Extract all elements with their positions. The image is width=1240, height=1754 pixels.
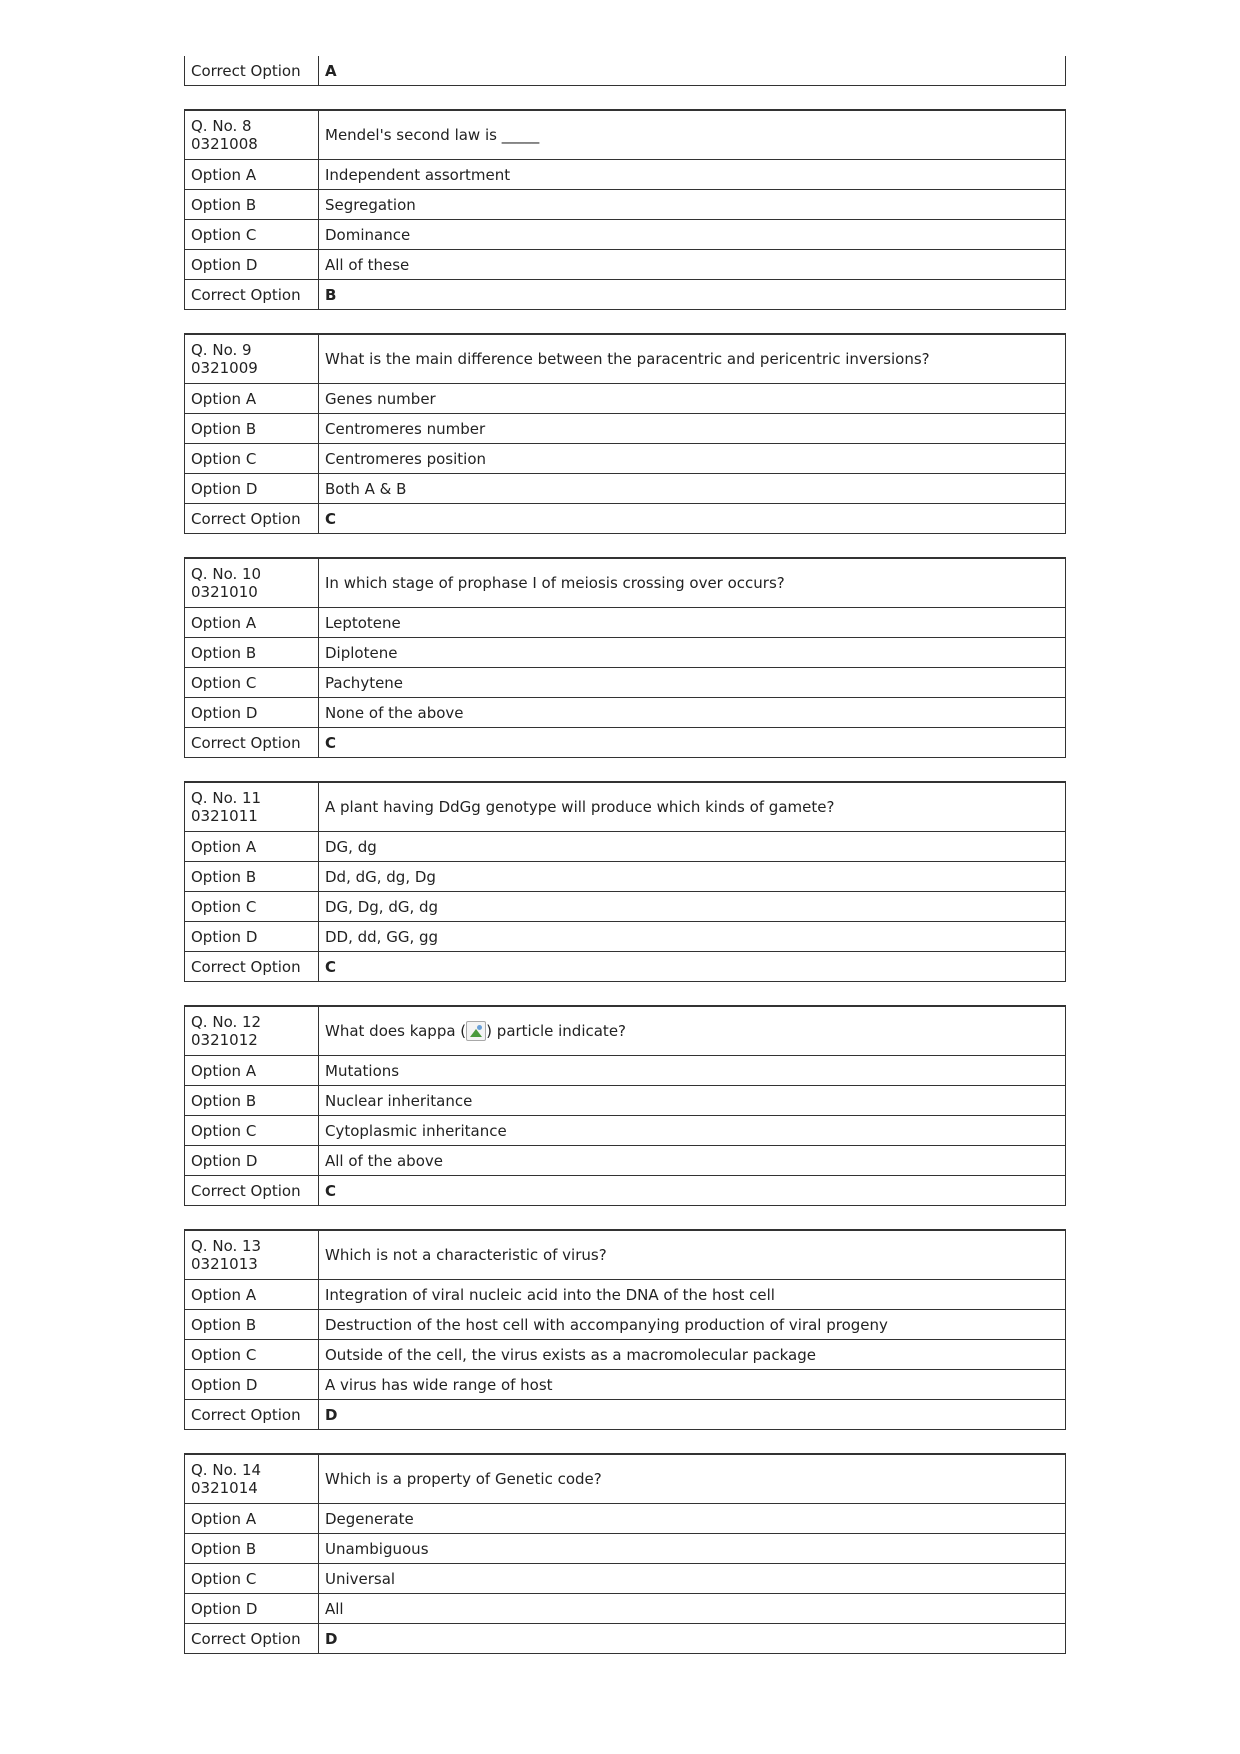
question-text: Mendel's second law is _____ <box>319 110 1066 160</box>
option-a-row <box>185 160 1066 190</box>
option-b-label: Option B <box>185 1086 319 1116</box>
option-c-row <box>185 892 1066 922</box>
correct-option-value: B <box>319 280 1066 310</box>
option-d-label: Option D <box>185 922 319 952</box>
correct-option-row <box>185 56 1066 86</box>
option-a-label: Option A <box>185 1280 319 1310</box>
broken-image-icon <box>466 1021 486 1041</box>
option-c-text: DG, Dg, dG, dg <box>319 892 1066 922</box>
question-row <box>185 110 1066 160</box>
correct-option-label: Correct Option <box>185 1176 319 1206</box>
option-a-label: Option A <box>185 1056 319 1086</box>
option-d-text: A virus has wide range of host <box>319 1370 1066 1400</box>
question-number-cell <box>185 558 319 608</box>
option-a-text: Mutations <box>319 1056 1066 1086</box>
option-b-row <box>185 1310 1066 1340</box>
option-d-label: Option D <box>185 250 319 280</box>
option-d-row <box>185 698 1066 728</box>
question-text-before: What does kappa ( <box>325 1022 467 1040</box>
correct-option-value: C <box>319 728 1066 758</box>
question-number-cell <box>185 1230 319 1280</box>
option-a-label: Option A <box>185 832 319 862</box>
option-c-label: Option C <box>185 220 319 250</box>
correct-option-value: C <box>319 1176 1066 1206</box>
correct-option-row <box>185 1624 1066 1654</box>
question-code: 0321008 <box>191 135 258 153</box>
question-block-9 <box>184 333 1066 534</box>
correct-option-row <box>185 280 1066 310</box>
question-row <box>185 1006 1066 1056</box>
correct-option-label: Correct Option <box>185 728 319 758</box>
question-block-7-tail <box>184 56 1066 86</box>
option-a-text: Degenerate <box>319 1504 1066 1534</box>
correct-option-row <box>185 728 1066 758</box>
option-d-row <box>185 1594 1066 1624</box>
option-c-text: Universal <box>319 1564 1066 1594</box>
option-c-text: Outside of the cell, the virus exists as a macromolecular package <box>319 1340 1066 1370</box>
option-d-text: All of the above <box>319 1146 1066 1176</box>
option-c-text: Pachytene <box>319 668 1066 698</box>
option-d-row <box>185 250 1066 280</box>
option-c-row <box>185 444 1066 474</box>
option-d-text: None of the above <box>319 698 1066 728</box>
question-number: Q. No. 10 <box>191 565 262 583</box>
correct-option-label: Correct Option <box>185 1624 319 1654</box>
correct-option-label: Correct Option <box>185 504 319 534</box>
option-c-row <box>185 220 1066 250</box>
correct-option-value: A <box>319 56 1066 86</box>
option-a-text: Genes number <box>319 384 1066 414</box>
option-c-text: Cytoplasmic inheritance <box>319 1116 1066 1146</box>
question-number-cell <box>185 782 319 832</box>
option-c-row <box>185 1116 1066 1146</box>
question-code: 0321009 <box>191 359 258 377</box>
option-b-text: Destruction of the host cell with accompanying production of viral progeny <box>319 1310 1066 1340</box>
option-d-label: Option D <box>185 1370 319 1400</box>
option-d-label: Option D <box>185 1146 319 1176</box>
option-b-row <box>185 1086 1066 1116</box>
correct-option-value: D <box>319 1400 1066 1430</box>
question-block-10 <box>184 557 1066 758</box>
question-text: In which stage of prophase I of meiosis crossing over occurs? <box>319 558 1066 608</box>
option-d-row <box>185 1146 1066 1176</box>
option-b-text: Centromeres number <box>319 414 1066 444</box>
option-a-row <box>185 1504 1066 1534</box>
option-c-label: Option C <box>185 1564 319 1594</box>
correct-option-label: Correct Option <box>185 56 319 86</box>
option-b-text: Segregation <box>319 190 1066 220</box>
option-d-row <box>185 474 1066 504</box>
correct-option-value: C <box>319 952 1066 982</box>
question-block-12 <box>184 1005 1066 1206</box>
option-a-label: Option A <box>185 608 319 638</box>
question-number-cell <box>185 334 319 384</box>
question-row <box>185 1454 1066 1504</box>
question-block-8 <box>184 109 1066 310</box>
question-block-11 <box>184 781 1066 982</box>
option-b-label: Option B <box>185 190 319 220</box>
question-code: 0321010 <box>191 583 258 601</box>
question-number: Q. No. 11 <box>191 789 262 807</box>
question-text <box>319 1006 1066 1056</box>
option-a-row <box>185 1056 1066 1086</box>
option-b-label: Option B <box>185 414 319 444</box>
correct-option-row <box>185 504 1066 534</box>
option-b-label: Option B <box>185 638 319 668</box>
option-a-row <box>185 384 1066 414</box>
option-d-text: Both A & B <box>319 474 1066 504</box>
option-d-text: All of these <box>319 250 1066 280</box>
option-b-row <box>185 414 1066 444</box>
question-text-after: ) particle indicate? <box>486 1022 627 1040</box>
correct-option-value: C <box>319 504 1066 534</box>
question-row <box>185 782 1066 832</box>
option-a-text: Independent assortment <box>319 160 1066 190</box>
option-d-text: All <box>319 1594 1066 1624</box>
question-code: 0321011 <box>191 807 258 825</box>
correct-option-value: D <box>319 1624 1066 1654</box>
question-text: Which is a property of Genetic code? <box>319 1454 1066 1504</box>
question-code: 0321014 <box>191 1479 258 1497</box>
option-c-label: Option C <box>185 1340 319 1370</box>
option-c-row <box>185 668 1066 698</box>
correct-option-row <box>185 1176 1066 1206</box>
correct-option-row <box>185 1400 1066 1430</box>
question-text: What is the main difference between the paracentric and pericentric inversions? <box>319 334 1066 384</box>
option-c-row <box>185 1340 1066 1370</box>
option-b-text: Unambiguous <box>319 1534 1066 1564</box>
option-d-row <box>185 922 1066 952</box>
option-a-row <box>185 608 1066 638</box>
option-b-text: Nuclear inheritance <box>319 1086 1066 1116</box>
option-a-label: Option A <box>185 160 319 190</box>
option-c-text: Centromeres position <box>319 444 1066 474</box>
question-number: Q. No. 9 <box>191 341 252 359</box>
question-text: Which is not a characteristic of virus? <box>319 1230 1066 1280</box>
option-c-label: Option C <box>185 892 319 922</box>
option-a-row <box>185 1280 1066 1310</box>
option-b-row <box>185 1534 1066 1564</box>
option-d-label: Option D <box>185 1594 319 1624</box>
question-number: Q. No. 14 <box>191 1461 262 1479</box>
option-b-row <box>185 862 1066 892</box>
option-a-row <box>185 832 1066 862</box>
option-b-label: Option B <box>185 1310 319 1340</box>
correct-option-label: Correct Option <box>185 1400 319 1430</box>
question-number-cell <box>185 1006 319 1056</box>
option-b-row <box>185 190 1066 220</box>
option-d-row <box>185 1370 1066 1400</box>
option-d-label: Option D <box>185 474 319 504</box>
option-c-text: Dominance <box>319 220 1066 250</box>
option-a-label: Option A <box>185 384 319 414</box>
option-b-label: Option B <box>185 862 319 892</box>
option-c-label: Option C <box>185 444 319 474</box>
option-a-text: Leptotene <box>319 608 1066 638</box>
option-b-label: Option B <box>185 1534 319 1564</box>
option-b-text: Dd, dG, dg, Dg <box>319 862 1066 892</box>
correct-option-label: Correct Option <box>185 280 319 310</box>
option-c-label: Option C <box>185 668 319 698</box>
question-number: Q. No. 8 <box>191 117 252 135</box>
question-row <box>185 558 1066 608</box>
question-number-cell <box>185 1454 319 1504</box>
option-a-text: DG, dg <box>319 832 1066 862</box>
question-text: A plant having DdGg genotype will produce which kinds of gamete? <box>319 782 1066 832</box>
option-a-label: Option A <box>185 1504 319 1534</box>
question-number: Q. No. 12 <box>191 1013 262 1031</box>
correct-option-label: Correct Option <box>185 952 319 982</box>
question-number: Q. No. 13 <box>191 1237 262 1255</box>
question-block-14 <box>184 1453 1066 1654</box>
question-code: 0321013 <box>191 1255 258 1273</box>
option-a-text: Integration of viral nucleic acid into the DNA of the host cell <box>319 1280 1066 1310</box>
option-d-label: Option D <box>185 698 319 728</box>
question-number-cell <box>185 110 319 160</box>
correct-option-row <box>185 952 1066 982</box>
option-d-text: DD, dd, GG, gg <box>319 922 1066 952</box>
option-b-text: Diplotene <box>319 638 1066 668</box>
option-c-row <box>185 1564 1066 1594</box>
question-code: 0321012 <box>191 1031 258 1049</box>
question-row <box>185 1230 1066 1280</box>
question-bank-page <box>184 56 1066 1677</box>
question-row <box>185 334 1066 384</box>
option-b-row <box>185 638 1066 668</box>
question-block-13 <box>184 1229 1066 1430</box>
option-c-label: Option C <box>185 1116 319 1146</box>
